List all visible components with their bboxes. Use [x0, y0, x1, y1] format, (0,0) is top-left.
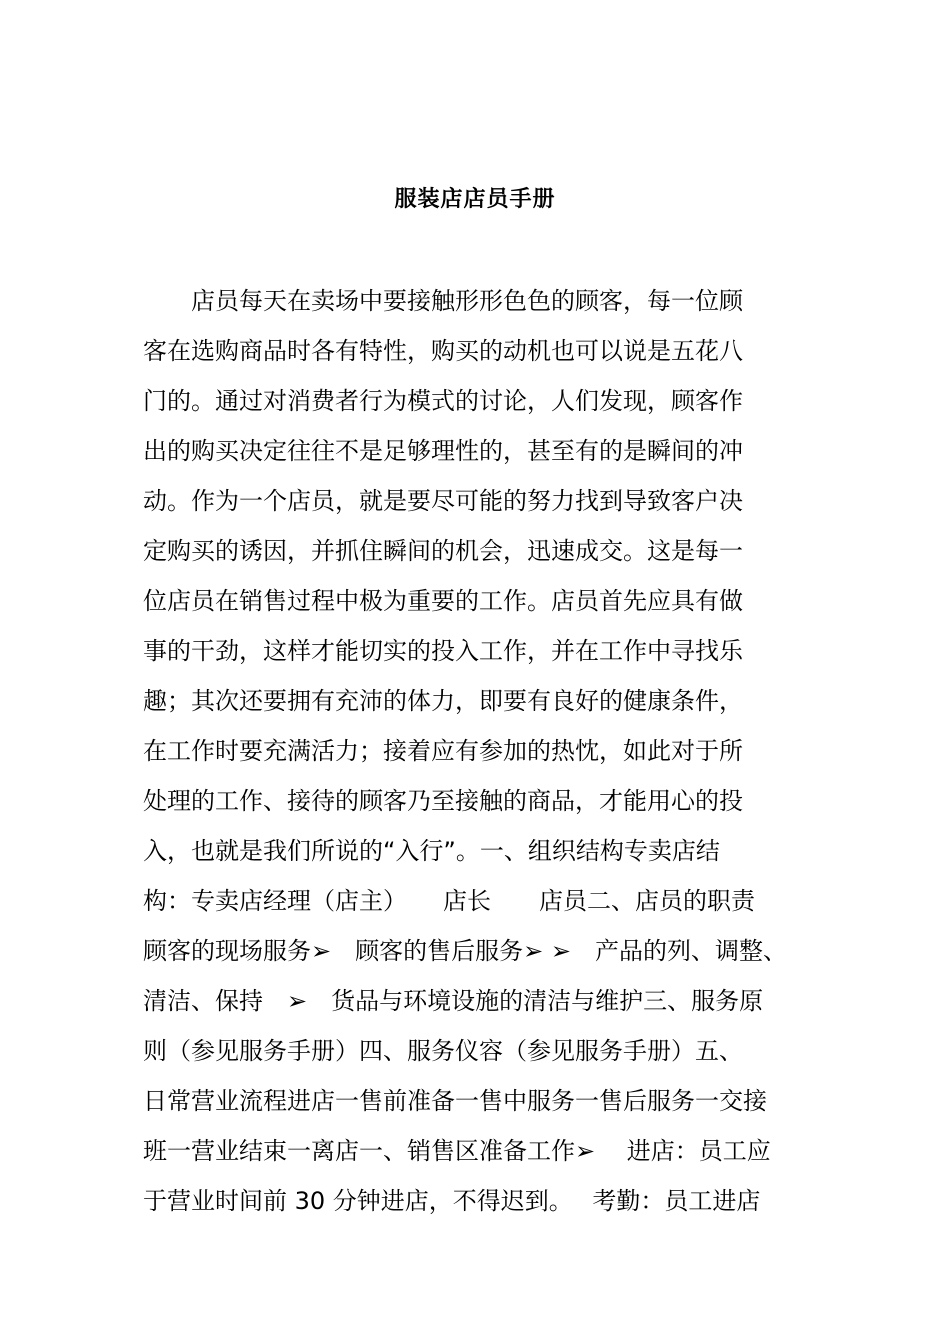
text-line: 门的。通过对消费者行为模式的讨论，人们发现，顾客作 [143, 387, 743, 415]
text-line: 于营业时间前 30 分钟进店，不得迟到。 考勤：员工进店 [143, 1187, 761, 1215]
text-line: 在工作时要充满活力；接着应有参加的热忱，如此对于所 [143, 737, 743, 765]
text-line: 处理的工作、接待的顾客乃至接触的商品，才能用心的投 [143, 787, 743, 815]
text-line: 构：专卖店经理（店主） 店长 店员二、店员的职责 [143, 887, 755, 915]
text-line: 则（参见服务手册）四、服务仪容（参见服务手册）五、 [143, 1037, 743, 1065]
text-line: 清洁、保持 ➢ 货品与环境设施的清洁与维护三、服务原 [143, 987, 764, 1015]
text-line: 客在选购商品时各有特性，购买的动机也可以说是五花八 [143, 337, 743, 365]
body-paragraph [143, 276, 843, 1226]
text-line: 顾客的现场服务➢ 顾客的售后服务➢ ➢ 产品的列、调整、 [143, 937, 787, 965]
text-line: 趣；其次还要拥有充沛的体力，即要有良好的健康条件， [143, 687, 743, 715]
text-line: 定购买的诱因，并抓住瞬间的机会，迅速成交。这是每一 [143, 537, 743, 565]
document-title: 服装店店员手册 [394, 187, 556, 212]
text-line: 入，也就是我们所说的“入行”。一、组织结构专卖店结 [143, 837, 720, 865]
text-line: 班一营业结束一离店一、销售区准备工作➢ 进店：员工应 [143, 1137, 771, 1165]
text-line: 店员每天在卖场中要接触形形色色的顾客，每一位顾 [143, 287, 743, 315]
text-line: 日常营业流程进店一售前准备一售中服务一售后服务一交接 [143, 1087, 767, 1115]
text-line: 出的购买决定往往不是足够理性的，甚至有的是瞬间的冲 [143, 437, 743, 465]
text-line: 位店员在销售过程中极为重要的工作。店员首先应具有做 [143, 587, 743, 615]
text-line: 动。作为一个店员，就是要尽可能的努力找到导致客户决 [143, 487, 743, 515]
text-line: 事的干劲，这样才能切实的投入工作，并在工作中寻找乐 [143, 637, 743, 665]
